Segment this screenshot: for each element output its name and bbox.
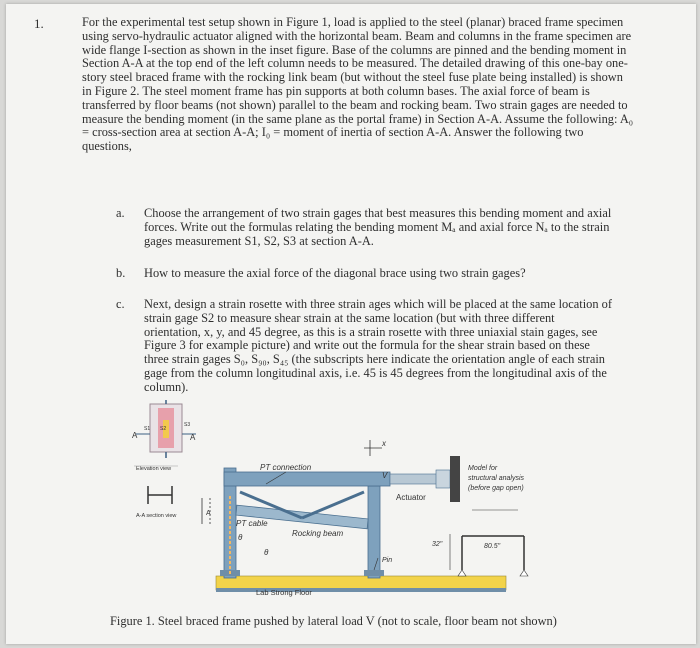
figure-1 (106, 400, 626, 622)
inset-a-right: A (190, 433, 196, 442)
model-line-2: structural analysis (468, 475, 525, 482)
question-text: For the experimental test setup shown in Figure 1, load is applied to the steel (planar) braced frame specimen using servo-hydraulic actuator aligned with the horizontal beam. Beam and columns in the frame specimen are wide flange I-section as shown in the inset figure. Base of the columns are pinned and the bending moment in Section A-A at the top end of the left column needs to be measured. The detailed drawing of this one-bay one-story steel braced frame with the rocking link beam (but without the steel fuse plate being installed) is shown in Figure 2. The steel moment frame has pin supports at both column bases. The axial force of beam is transferred by floor beams (not shown) parallel to the beam and rocking beam. Two strain gages are needed to measure the bending moment (in the same plane as the portal frame) in Section A-A. Assume the following: A₀ = cross-section area at section A-A; I₀ = moment of inertia of section A-A. Answer the following two questions, (82, 15, 634, 154)
part-a-text: Choose the arrangement of two strain gages that best measures this bending moment and axial forces. Write out the formulas relating the bending moment Mₐ and axial force Nₐ to the strain gages measurement S1, S2, S3 at section A-A. (144, 206, 612, 248)
model-line-3: (before gap open) (468, 485, 524, 492)
right-column (368, 486, 380, 578)
right-pin-base (364, 570, 384, 576)
pt-cable-label: PT cable (236, 519, 268, 528)
theta-2: θ (264, 548, 269, 557)
top-beam (224, 472, 390, 486)
axis-x-label: x (382, 439, 386, 448)
dim-width-label: 80.5" (484, 543, 501, 550)
inset-section (136, 486, 211, 524)
inset-s2: S2 (160, 426, 167, 432)
figure-caption: Figure 1. Steel braced frame pushed by lateral load V (not to scale, floor beam not shown) (110, 614, 557, 628)
document-page (6, 4, 696, 644)
figure-drawing (106, 400, 626, 622)
brace-right (302, 492, 364, 518)
part-b-text: How to measure the axial force of the diagonal brace using two strain gages? (144, 266, 526, 280)
rocking-beam-label: Rocking beam (292, 529, 344, 538)
theta-1: θ (238, 533, 243, 542)
inset-elevation (132, 400, 196, 472)
elevation-view-label: Elevation view (136, 466, 172, 472)
question-number: 1. (34, 16, 44, 31)
reaction-wall (450, 456, 460, 502)
pin-label: Pin (382, 557, 393, 564)
load-v-label: V (382, 471, 388, 480)
inset-s3: S3 (184, 422, 191, 428)
part-c-text: Next, design a strain rosette with three strain ages which will be placed at the same location of strain gage S2 to measure shear strain at the same location (but with three different orientation, x, y, and 45 degree, as this is a strain rosette with three uniaxial stain gages, see Figure 3 for example picture) and write out the formula for the shear strain based on these three strain gages S₀, S₉₀, S₄₅ (the subscripts here indicate the orientation angle of each strain gage from the column longitudinal axis, i.e. 45 is 45 degrees from the longitudinal axis of the column). (144, 297, 612, 394)
actuator-body (436, 470, 450, 488)
dim-height-label: 32" (432, 541, 443, 548)
part-b-letter: b. (116, 266, 126, 280)
model-line-1: Model for (468, 465, 498, 472)
floor-label: Lab Strong Floor (256, 588, 312, 597)
part-a-letter: a. (116, 206, 125, 220)
actuator-label: Actuator (396, 493, 426, 502)
pt-connection-label: PT connection (260, 463, 312, 472)
part-c-letter: c. (116, 297, 125, 311)
actuator-rod (390, 474, 438, 484)
section-view-label: A-A section view (136, 513, 177, 519)
inset-s1: S1 (144, 426, 151, 432)
section-a-label: A (206, 510, 211, 517)
inset-a-left: A (132, 431, 138, 440)
